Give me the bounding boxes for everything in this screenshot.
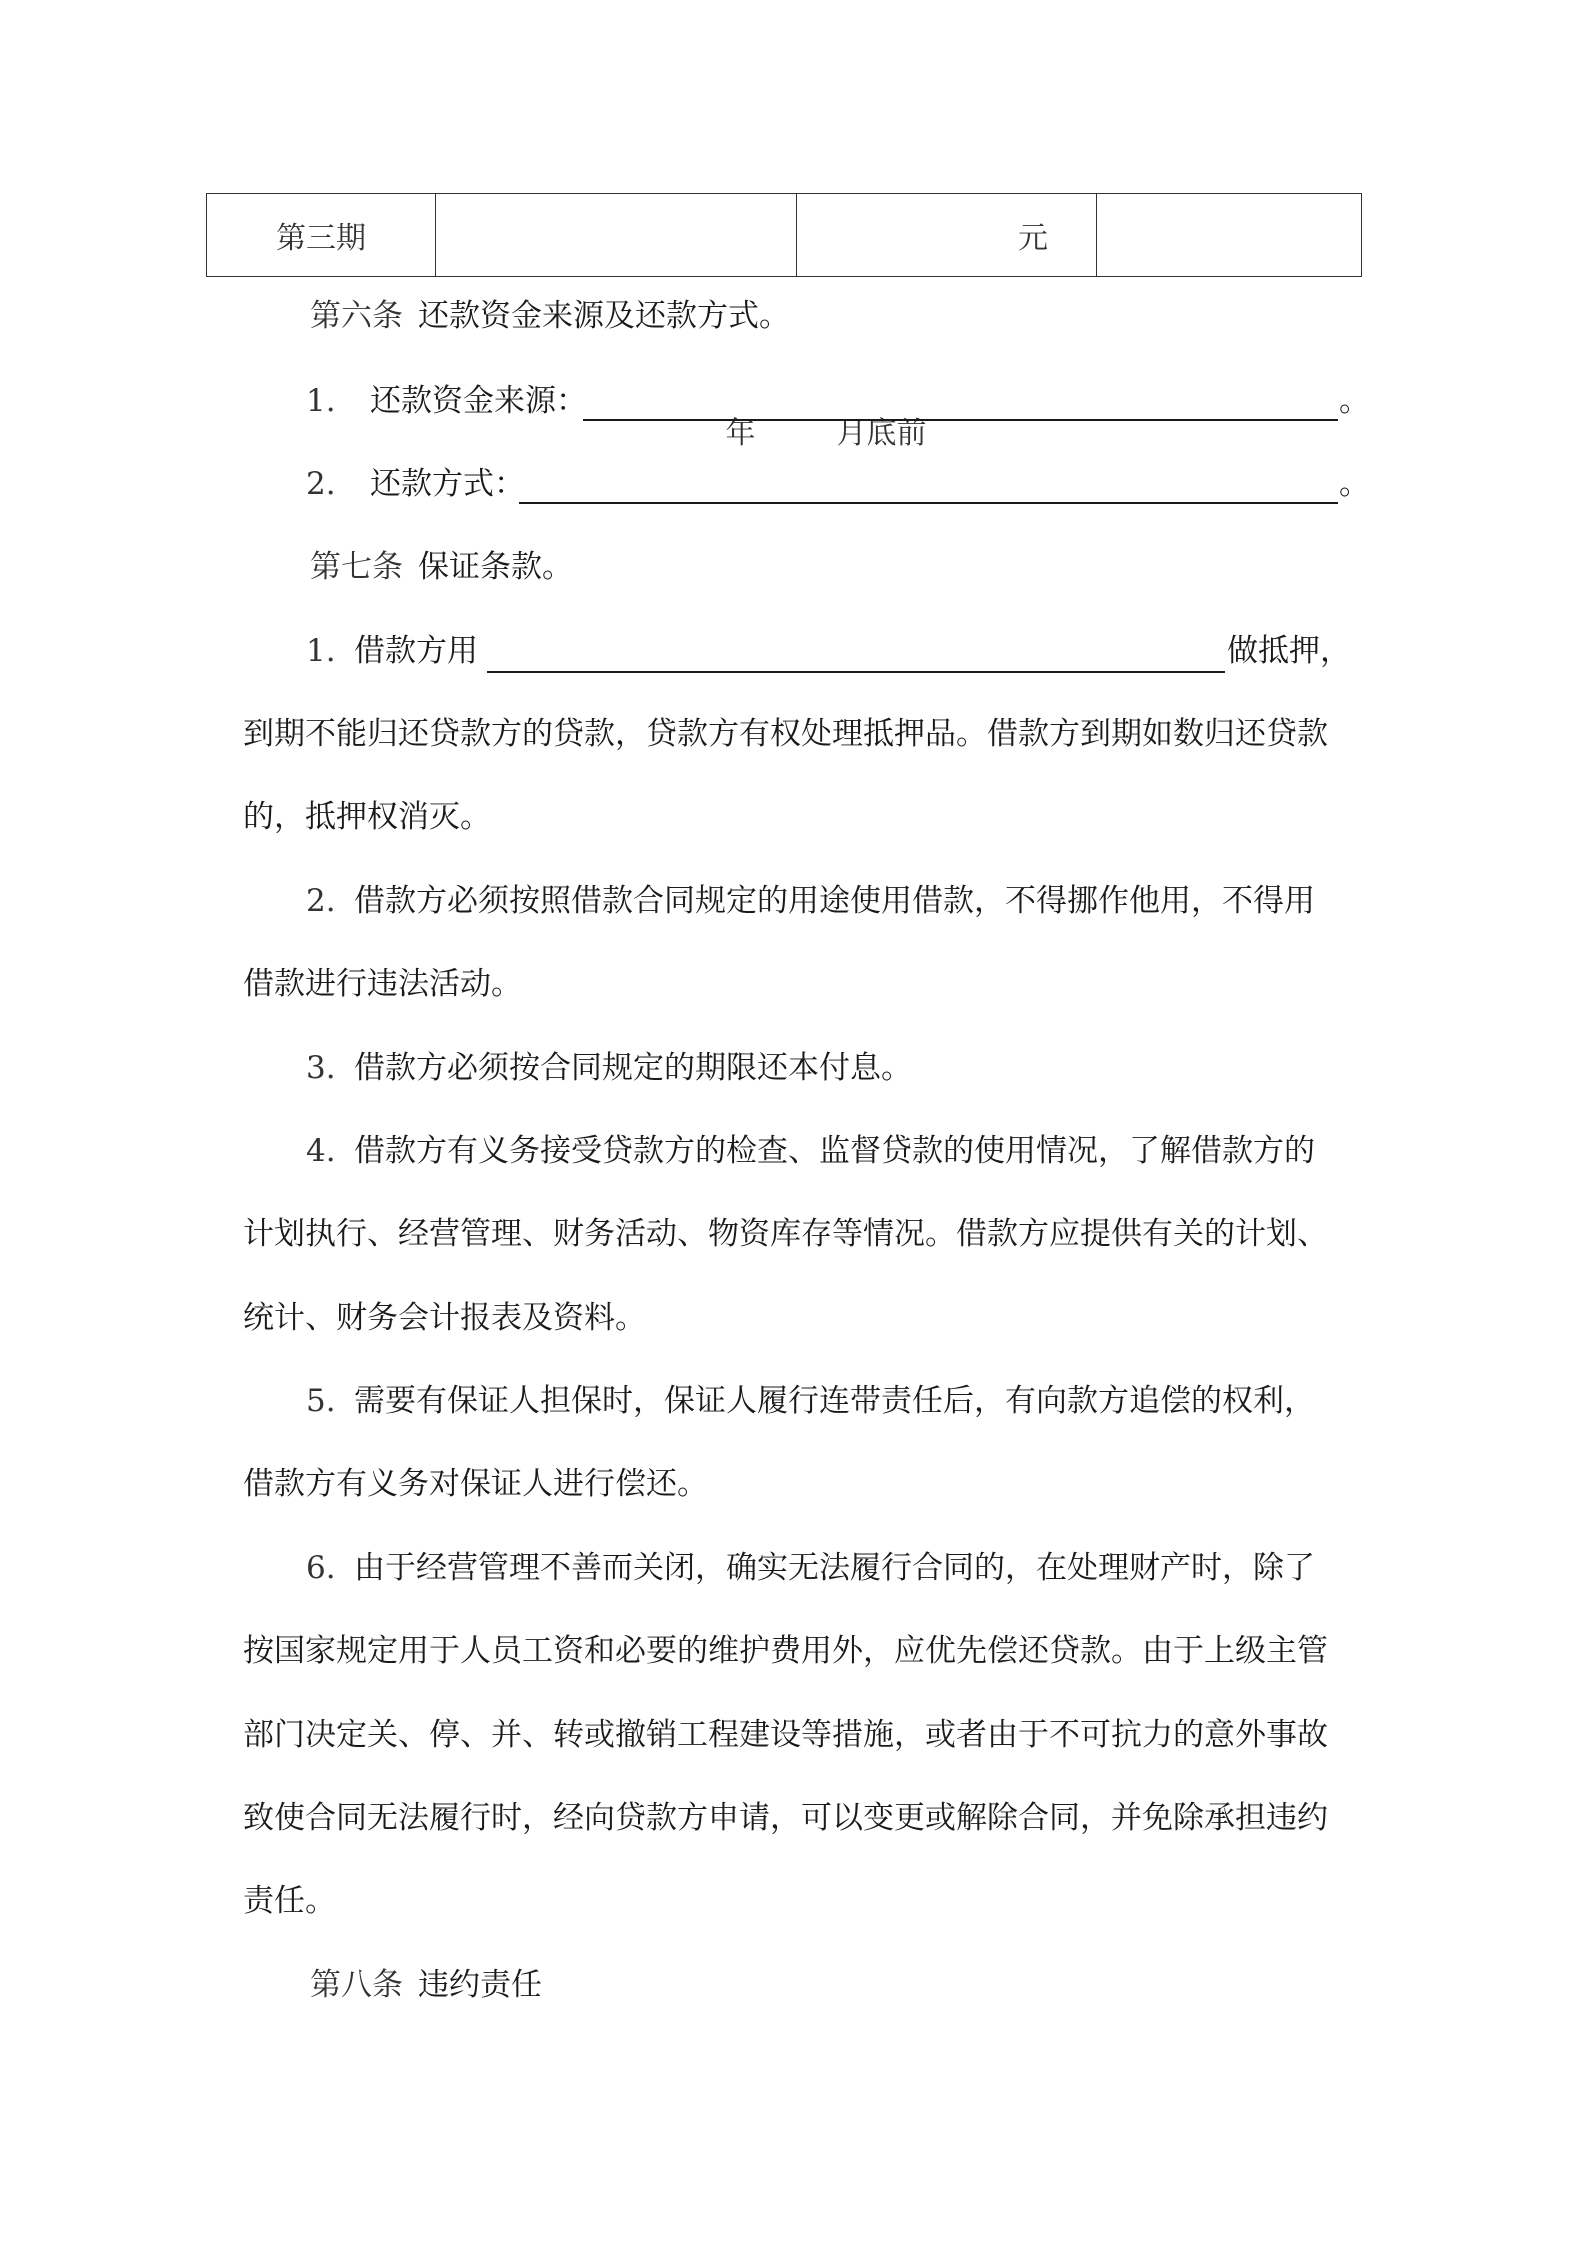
clause-4-line-3 <box>0 1288 1586 1348</box>
month-end-label: 月底前 <box>836 415 927 451</box>
clause-text: 的，抵押权消灭。 <box>243 799 491 835</box>
clause-text: 做抵押， <box>1227 633 1351 669</box>
clause-5-line-1 <box>0 1371 1586 1431</box>
article-title: 还款资金来源及还款方式。 <box>418 298 790 334</box>
clause-text: 借款方必须按照借款合同规定的用途使用借款，不得挪作他用，不得用 <box>354 883 1315 919</box>
clause-text: 借款方有义务对保证人进行偿还。 <box>243 1466 708 1502</box>
clause-5-line-2 <box>0 1454 1586 1514</box>
year-label: 年 <box>725 415 756 451</box>
clause-number: 4. <box>306 1133 336 1169</box>
clause-text: 借款方必须按合同规定的期限还本付息。 <box>354 1050 912 1086</box>
fill-in-blank <box>583 419 1338 421</box>
clause-text: 由于经营管理不善而关闭，确实无法履行合同的，在处理财产时，除了 <box>354 1550 1315 1586</box>
item-number: 2. <box>306 466 336 502</box>
amount-cell <box>797 194 1097 277</box>
clause-text: 部门决定关、停、并、转或撤销工程建设等措施，或者由于不可抗力的意外事故 <box>243 1717 1328 1753</box>
article-title: 违约责任 <box>418 1967 542 2003</box>
article-7-heading <box>0 537 1586 597</box>
item-number: 1. <box>306 383 336 419</box>
article-8-heading <box>0 1955 1586 2015</box>
article-6-heading <box>0 286 1586 346</box>
clause-4-line-2 <box>0 1204 1586 1264</box>
item-end-mark: 。 <box>1339 383 1370 419</box>
clause-text: 按国家规定用于人员工资和必要的维护费用外，应优先偿还贷款。由于上级主管 <box>243 1633 1328 1669</box>
clause-6-line-5 <box>0 1871 1586 1931</box>
article-6-item-1 <box>0 371 1586 431</box>
note-cell <box>1097 194 1362 277</box>
clause-text: 责任。 <box>243 1883 336 1919</box>
item-label: 还款资金来源： <box>370 383 587 419</box>
clause-1-line-3 <box>0 787 1586 847</box>
clause-text: 致使合同无法履行时，经向贷款方申请，可以变更或解除合同，并免除承担违约 <box>243 1800 1328 1836</box>
clause-6-line-4 <box>0 1788 1586 1848</box>
period-cell: 第三期 <box>207 194 436 277</box>
clause-2-line-1 <box>0 871 1586 931</box>
article-label: 第七条 <box>310 549 403 585</box>
currency-label: 元 <box>1018 221 1048 256</box>
clause-6-line-2 <box>0 1621 1586 1681</box>
article-title: 保证条款。 <box>418 549 573 585</box>
item-end-mark: 。 <box>1339 466 1370 502</box>
clause-number: 6. <box>306 1550 336 1586</box>
clause-text: 借款方有义务接受贷款方的检查、监督贷款的使用情况，了解借款方的 <box>354 1133 1315 1169</box>
clause-text: 计划执行、经营管理、财务活动、物资库存等情况。借款方应提供有关的计划、 <box>243 1216 1328 1252</box>
article-6-item-2 <box>0 454 1586 514</box>
clause-text: 需要有保证人担保时，保证人履行连带责任后，有向款方追偿的权利， <box>354 1383 1315 1419</box>
clause-text: 统计、财务会计报表及资料。 <box>243 1300 646 1336</box>
article-label: 第六条 <box>310 298 403 334</box>
clause-number: 1. <box>306 633 336 669</box>
clause-number: 5. <box>306 1383 336 1419</box>
fill-in-blank <box>487 671 1225 673</box>
clause-text: 借款方用 <box>354 633 478 669</box>
item-label: 还款方式： <box>370 466 525 502</box>
clause-text: 借款进行违法活动。 <box>243 966 522 1002</box>
clause-text: 到期不能归还贷款方的贷款，贷款方有权处理抵押品。借款方到期如数归还贷款 <box>243 716 1328 752</box>
clause-number: 2. <box>306 883 336 919</box>
clause-3-line-1 <box>0 1038 1586 1098</box>
clause-4-line-1 <box>0 1121 1586 1181</box>
clause-6-line-1 <box>0 1538 1586 1598</box>
article-label: 第八条 <box>310 1967 403 2003</box>
clause-2-line-2 <box>0 954 1586 1014</box>
clause-number: 3. <box>306 1050 336 1086</box>
clause-6-line-3 <box>0 1705 1586 1765</box>
clause-1-line-2 <box>0 704 1586 764</box>
table-row <box>207 194 1362 277</box>
clause-1-line-1 <box>0 621 1586 681</box>
fill-in-blank <box>519 502 1338 504</box>
